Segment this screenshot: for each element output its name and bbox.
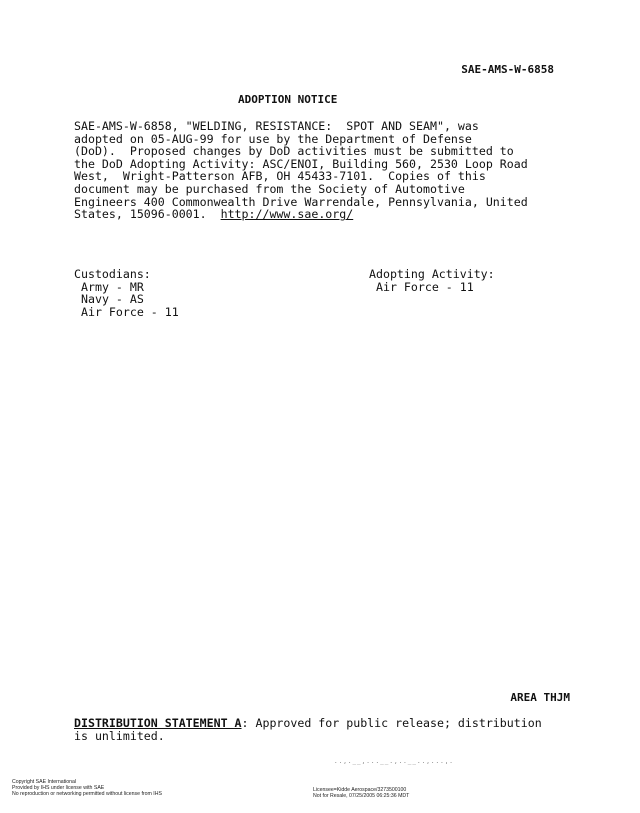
distribution-text: : Approved for public release; distribution: [241, 716, 542, 730]
body-line-last: [74, 208, 564, 221]
custodian-item: Air Force - 11: [81, 304, 179, 319]
document-id: SAE-AMS-W-6858: [461, 63, 554, 76]
area-code: AREA THJM: [510, 691, 570, 704]
body-line: Engineers 400 Commonwealth Drive Warrendale, Pennsylvania, United: [74, 194, 528, 209]
sae-link[interactable]: http://www.sae.org/: [220, 207, 354, 222]
footer-line: Copyright SAE International: [12, 779, 77, 785]
body-line: the DoD Adopting Activity: ASC/ENOI, Building 560, 2530 Loop Road: [74, 156, 528, 171]
custodians-block: [74, 268, 179, 318]
adoption-body: [74, 120, 564, 221]
footer-line: Provided by IHS under license with SAE: [12, 785, 105, 792]
footer-line: No reproduction or networking permitted without license from IHS: [12, 791, 162, 798]
page-title: ADOPTION NOTICE: [238, 93, 338, 106]
footer-line: Licensee=Kidde Aerospace/3273500100: [313, 787, 407, 793]
adopting-activity-item: Air Force - 11: [376, 279, 474, 294]
custodian-item: Navy - AS: [81, 292, 144, 307]
separator-dots: ..,.__,...__.,..__..,...,.: [334, 758, 454, 765]
body-line: West, Wright-Patterson AFB, OH 45433-7101. Copies of this: [74, 169, 486, 184]
footer-license: [313, 787, 409, 799]
body-line-prefix: States, 15096-0001.: [74, 207, 221, 222]
adopting-activity-block: [369, 268, 495, 293]
footer-copyright: [12, 779, 162, 798]
body-line: (DoD). Proposed changes by DoD activities must be submitted to: [74, 144, 514, 159]
body-line: adopted on 05-AUG-99 for use by the Department of Defense: [74, 131, 472, 146]
body-line: document may be purchased from the Society of Automotive: [74, 181, 465, 196]
adopting-activity-heading: Adopting Activity:: [369, 267, 495, 281]
distribution-line: [74, 717, 574, 730]
distribution-line: is unlimited.: [74, 728, 165, 743]
body-line: SAE-AMS-W-6858, "WELDING, RESISTANCE: SPOT AND SEAM", was: [74, 119, 479, 133]
distribution-label: DISTRIBUTION STATEMENT A: [74, 716, 242, 730]
footer-line: Not for Resale, 07/25/2005 06:25:36 MDT: [313, 793, 410, 800]
custodian-item: Army - MR: [81, 279, 144, 294]
distribution-statement: [74, 717, 574, 742]
custodians-heading: Custodians:: [74, 267, 151, 281]
